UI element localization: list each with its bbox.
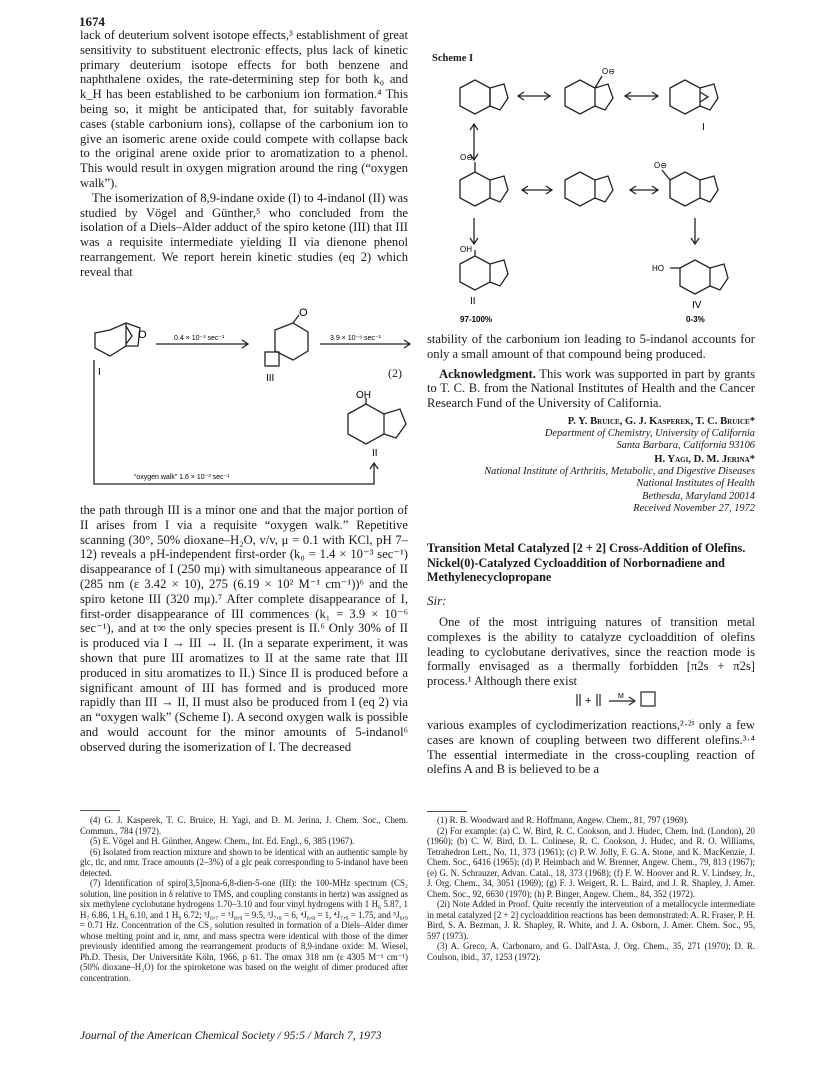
oxide-anion-label: O⊖ (460, 153, 473, 162)
footnotes-left (80, 815, 408, 983)
compound-label-III: III (266, 373, 275, 384)
scheme-label-IV: IV (692, 300, 702, 311)
journal-footer: Journal of the American Chemical Society / 95:5 / March 7, 1973 (80, 1030, 382, 1042)
metal-label: M (618, 692, 624, 700)
affiliation: National Institutes of Health (636, 478, 755, 490)
o-label: O (299, 307, 308, 319)
footnote: (4) G. J. Kasperek, T. C. Bruice, H. Yagi, and D. M. Jerina, J. Chem. Soc., Chem. Commun., 784 (1972). (80, 815, 408, 836)
footnote: (1) R. B. Woodward and R. Hoffmann, Angew. Chem., 81, 797 (1969). (437, 815, 689, 825)
rate-label-1: 0.4 × 10⁻³ sec⁻¹ (174, 335, 225, 342)
rate-label-2: 3.9 × 10⁻⁶ sec⁻¹ (330, 335, 381, 342)
paragraph: various examples of cyclodimerization reactions,²·²ⁱ only a few cases are known of coupling between two different olefins.³·⁴ The essential intermediate in the cross-coupling reaction of olefins A and B is believed to be a (427, 717, 755, 777)
received-date: Received November 27, 1972 (633, 503, 755, 515)
footnote: (2i) Note Added in Proof. Quite recently the intervention of a metallocycle intermediate in metal catalyzed [2 + 2] cycloaddition reactions has been demonstrated: A. R. Fraser, P. H. Bird, S. A. Bezman, J. R. Shapley, R. White, and J. A. Osborn, J. Amer. Chem. Soc., 95, 597 (1973). (427, 899, 755, 941)
salutation: Sir: (427, 592, 447, 608)
footnote: (2) For example: (a) C. W. Bird, R. C. Cookson, and J. Hudec, Chem. Ind. (London), 20 (1960); (b) C. W. Bird, D. L. Colinese, R. C. Cookson, J. Hudec, and R. O. Williams, Tetrahedron Lett., No. 11, 373 (1961); (c) P. W. Jolly, F. G. A. Stone, and K. MacKenzie, J. Chem. Soc., 6416 (1965); (d) P. Heimbach and W. Brenner, Angew. Chem., 79, 813 (1967); (e) G. N. Schrauzer, Advan. Catal., 18, 373 (1968); (f) F. W. Hoover and R. V. Lindsey, Jr., J. Org. Chem., 34, 3051 (1969); (g) F. J. Weigert, R. L. Baird, and J. R. Shapley, J. Amer. Chem. Soc., 92, 6630 (1970); (h) P. Binger, Angew. Chem., 84, 352 (1972). (427, 825, 755, 899)
acknowledgment-heading: Acknowledgment. (439, 366, 536, 381)
paragraph: The isomerization of 8,9-indane oxide (I) to 4-indanol (II) was studied by Vögel and Günther,⁵ who concluded from the isolation of a Diels–Alder adduct of the spiro ketone (III) that III was a requisite intermediate yielding II via dienone phenol rearrangement. We report herein kinetic studies (eq 2) which reveal that (80, 190, 408, 279)
footnote-rule (427, 811, 467, 812)
ho-label: HO (652, 264, 664, 273)
oxide-anion-label: O⊖ (602, 67, 615, 76)
affiliation: National Institute of Arthritis, Metabolic, and Digestive Diseases (484, 465, 755, 477)
paragraph: One of the most intriguing natures of transition metal complexes is the ability to catalyze cycloaddition of olefins leading to cyclobutane derivatives, since the reaction mode is formally envisaged as a thermally forbidden [π2s + π2s] process.¹ Although there exist (427, 614, 755, 689)
left-column-bottom (80, 503, 408, 755)
left-column-top (80, 28, 408, 280)
footnote: (5) E. Vögel and H. Günther, Angew. Chem., Int. Ed. Engl., 6, 385 (1967). (90, 836, 355, 846)
article-title: Transition Metal Catalyzed [2 + 2] Cross-Addition of Olefins. Nickel(0)-Catalyzed Cycloaddition of Norbornadiene and Methylenecyclopropane (427, 541, 746, 585)
compound-label-II: II (372, 448, 378, 459)
yield-IV: 0-3% (686, 315, 705, 324)
epoxide-o: O (138, 329, 147, 341)
affiliation: Bethesda, Maryland 20014 (642, 490, 755, 502)
acknowledgment (427, 367, 755, 411)
page-number: 1674 (79, 14, 105, 29)
oh-label: OH (356, 390, 371, 401)
author-list: H. Yagi, D. M. Jerina* (654, 453, 755, 465)
affiliation: Department of Chemistry, University of California (544, 427, 755, 439)
author-list: P. Y. Bruice, G. J. Kasperek, T. C. Bruice* (567, 415, 755, 427)
equation-number: (2) (388, 366, 402, 380)
cycloaddition-equation (427, 689, 755, 711)
acknowledgment-text: This work was supported in part by grants to T. C. B. from the National Institutes of Health and the Cancer Research Fund of the University of California. (427, 366, 755, 411)
svg-text:+: + (585, 694, 592, 707)
footnote: (3) A. Greco, A. Carbonaro, and G. Dall'Asta, J. Org. Chem., 35, 271 (1970); D. R. Coulson, ibid., 37, 1253 (1972). (427, 941, 755, 962)
scheme-label-I: I (702, 122, 705, 133)
footnote-rule (80, 810, 120, 811)
compound-label-I: I (98, 367, 101, 378)
scheme-label-II: II (470, 296, 476, 307)
scheme-label: Scheme I (432, 53, 474, 64)
oh-label: OH (460, 245, 472, 254)
paragraph: stability of the carbonium ion leading to 5-indanol accounts for only a small amount of that compound being produced. (427, 332, 755, 361)
oxide-anion-label: O⊖ (654, 161, 667, 170)
rate-label-3: “oxygen walk” 1.6 × 10⁻³ sec⁻¹ (134, 474, 230, 481)
right-column (427, 332, 755, 777)
equation-2-diagram (80, 307, 410, 498)
footnote: (7) Identification of spiro[3,5]nona-6,8-dien-5-one (III): the 100-MHz spectrum (CS₂ solution, line position in δ relative to TMS, and coupling constants in hertz) was assigned as six methylene cyclobutane hydrogens 1.70–3.10 and four vinyl hydrogens with 1 H₆ 5.87, 1 H₇ 6.86, 1 H₈ 6.10, and 1 H₉ 6.72; ³J₆,₇ = ³J₈,₉ = 9.5, ³J₇,₈ = 6, ⁴J₆,₈ = 1, ⁴J₇,₉ = 1.75, and ⁵J₆,₉ = 0.71 Hz. Concentration of the CS₂ solution resulted in formation of a Diels–Alder dimer whose melting point and ir, nmr, and mass spectra were identical with those of the dimer previously identified among the rearrangement products of 8,9-indane oxide: M. Wiesel, Ph.D. Thesis, Der Universitäte Köln, 1966, p 61. The σmax 318 nm (ε 4305 M⁻¹ cm⁻¹) (50% dioxane–H₂O) for the spiroketone was based on the weight of dimer produced after concentration. (80, 878, 408, 983)
scheme-1-diagram (430, 60, 760, 330)
footnotes-right (427, 815, 755, 962)
paragraph: the path through III is a minor one and that the major portion of II arises from I via a requisite “oxygen walk.” Repetitive scanning (30°, 50% dioxane–H₂O, v/v, μ = 0.1 with KCl, pH 7–12) reveals a pH-independent first-order (k₀ = 1.4 × 10⁻³ sec⁻¹) disappearance of I (250 mμ) with simultaneous appearance of II (285 nm (ε 3.42 × 10), 275 (6.19 × 10² M⁻¹ cm⁻¹))⁶ and the spiro ketone III (320 mμ).⁷ After complete disappearance of I, first-order disappearance of III commences (k₁ = 3.9 × 10⁻⁶ sec⁻¹), and at t∞ the only species present is II.⁶ Only 30% of II is produced via I → III → II. (In a separate experiment, it was shown that pure III aromatizes to II at the same rate that III produced in situ aromatizes to II.) Since II is produced before a significant amount of III has formed and is produced more rapidly than III → II, II must also be produced from I (eq 2) via an “oxygen walk” (Scheme I). A second oxygen walk is possible and would account for the minor amounts of 5-indanol⁶ observed during the isomerization of I. The decreased (80, 503, 408, 754)
footnote: (6) Isolated from reaction mixture and shown to be identical with an authentic sample by glc, tlc, and nmr. Trace amounts (2–3%) of a glc peak corresponding to 5-indanol have been detected. (80, 846, 408, 878)
paragraph: lack of deuterium solvent isotope effects,³ establishment of great sensitivity to substituent electronic effects, plus lack of kinetic primary deuterium isotope effects for both benzene and naphthalene oxides, the rate-determining step for both k₀ and k_H has been established to be carbonium ion formation.⁴ This being so, it might be anticipated that, for suitably favorable cases (stable carbonium ions), collapse of the carbonium ion to give an isomeric arene oxide could compete with collapse back to the original arene oxide prior to aromatization to a phenol. This would result in oxygen migration around the ring (“oxygen walk”). (80, 28, 408, 190)
yield-II: 97-100% (460, 315, 493, 324)
affiliation: Santa Barbara, California 93106 (616, 440, 755, 452)
